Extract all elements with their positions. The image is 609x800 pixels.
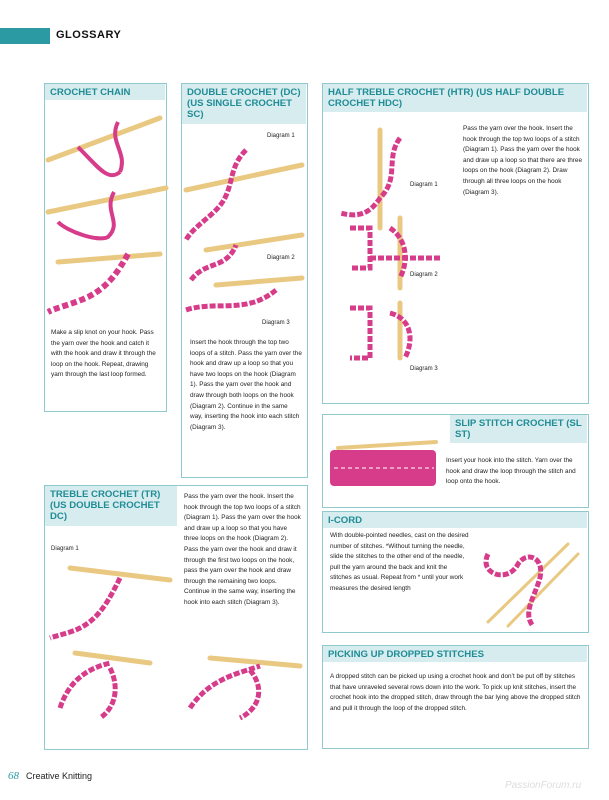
treble-title: TREBLE CROCHET (TR) (US DOUBLE CROCHET DC): [45, 486, 177, 526]
dc-diagram1-label: Diagram 1: [267, 133, 295, 139]
slip-stitch-illustration: [328, 440, 438, 490]
treble-text: Pass the yarn over the hook. Insert the hook through the top two loops of a stitch (Diagram 1). Pass the yarn over the hook and draw up a loop so that you have three loops on the hook (Diagram 2). Pass the yarn over the hook and draw it through the first two loops on the hook, pass the yarn over the hook and draw through the remaining two loops. Continue in the same way, inserting the hook into each stitch (Diagram 3).: [184, 493, 301, 606]
page-number: 68: [8, 770, 19, 782]
crochet-chain-title: CROCHET CHAIN: [45, 84, 165, 100]
half-treble-illustration: [330, 118, 460, 368]
half-treble-title: HALF TREBLE CROCHET (HTR) (US HALF DOUBLE CROCHET HDC): [323, 84, 587, 112]
slip-stitch-title: SLIP STITCH CROCHET (SL ST): [450, 415, 587, 443]
watermark: PassionForum.ru: [505, 780, 582, 791]
double-crochet-illustration: [186, 140, 302, 320]
i-cord-illustration: [478, 534, 582, 626]
hook-1: [48, 118, 160, 160]
slip-stitch-text: Insert your hook into the stitch. Yarn over the hook and draw the loop through the stitch and loop onto the hook.: [446, 457, 576, 486]
half-treble-text: Pass the yarn over the hook. Insert the hook through the top two loops of a stitch (Diagram 1). Pass the yarn over the hook and draw up a loop so that there are three loops on the hook (Diagram 2). Draw through all three loops on the hook (Diagram 3).: [463, 125, 583, 196]
dc-diagram3-label: Diagram 3: [262, 320, 290, 326]
dc-diagram2-label: Diagram 2: [267, 255, 295, 261]
htr-diagram2-label: Diagram 2: [410, 272, 438, 278]
page-title: GLOSSARY: [56, 29, 122, 41]
glossary-tab-bar: [0, 28, 50, 44]
publication-name: Creative Knitting: [26, 771, 93, 781]
crochet-chain-illustration: [48, 112, 166, 312]
double-crochet-title: DOUBLE CROCHET (DC) (US SINGLE CROCHET SC): [182, 84, 306, 124]
htr-diagram3-label: Diagram 3: [410, 366, 438, 372]
i-cord-text: With double-pointed needles, cast on the desired number of stitches. *Without turning the needle, slide the stitches to the other end of the needle, pull the yarn around the back and knit the stitches as usual. Repeat from * until your work measures the desired length: [330, 532, 469, 592]
hook-2: [48, 188, 166, 212]
i-cord-title: I-CORD: [323, 512, 587, 528]
crochet-chain-text: Make a slip knot on your hook. Pass the yarn over the hook and catch it with the hook and draw it through the loop on the hook. Repeat, drawing yarn through the last loop formed.: [51, 329, 156, 379]
double-crochet-text: Insert the hook through the top two loops of a stitch. Pass the yarn over the hook and draw up a loop so that you have two loops on the hook (Diagram 1). Pass the yarn over the hook and draw through both loops on the hook (Diagram 2). Continue in the same way, inserting the hook into each stitch (Diagram 3).: [190, 339, 302, 431]
htr-diagram1-label: Diagram 1: [410, 182, 438, 188]
dropped-stitches-title: PICKING UP DROPPED STITCHES: [323, 646, 587, 662]
tr-diagram1-label: Diagram 1: [51, 546, 79, 552]
dropped-stitches-text: A dropped stitch can be picked up using a crochet hook and don’t be put off by stitches that have unraveled several rows down into the work. To pick up knit stitches, insert the crochet hook into the dropped stitch, draw through the bar lying above the dropped stitch and pull it through the loop of the dropped stitch.: [330, 673, 581, 712]
hook-3: [58, 254, 160, 262]
